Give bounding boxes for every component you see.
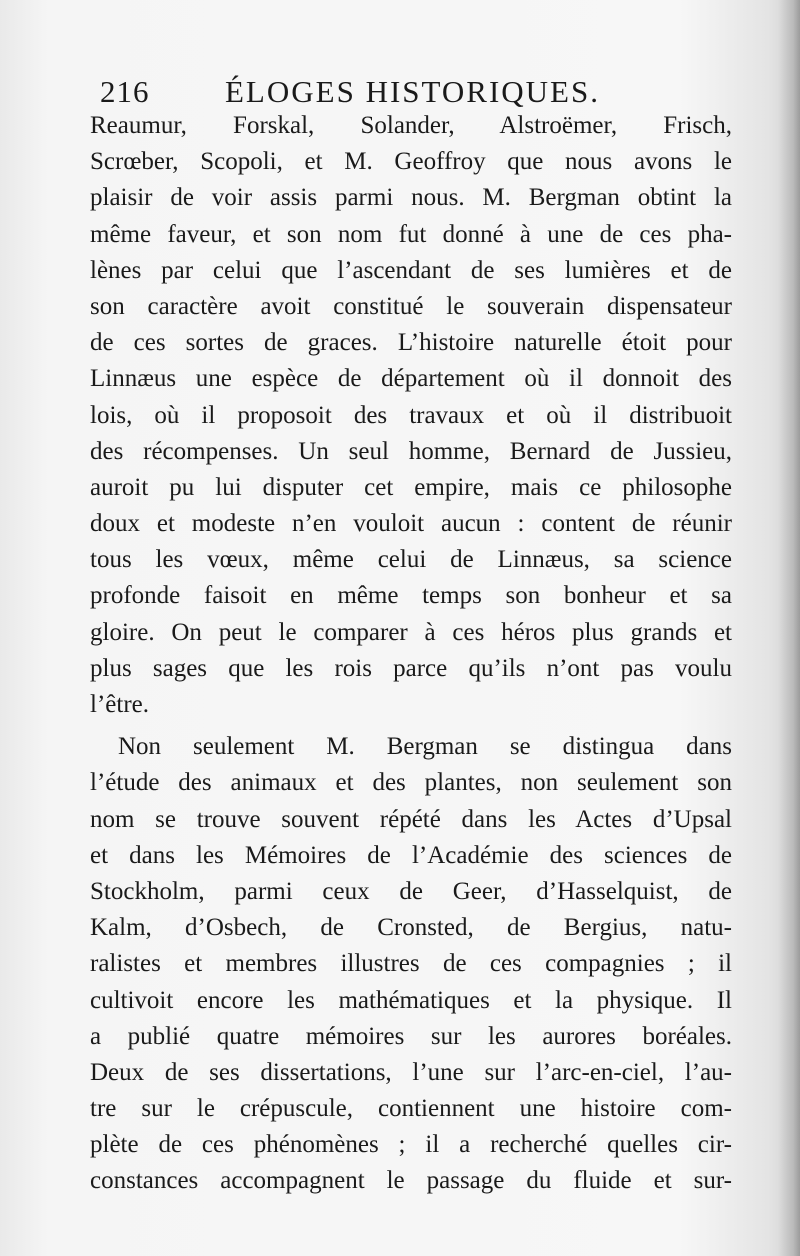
text-line: doux et modeste n’en vouloit aucun : content de réunir (90, 510, 732, 538)
text-line: lènes par celui que l’ascendant de ses lumières et de (90, 256, 732, 284)
text-line: Stockholm, parmi ceux de Geer, d’Hasselquist, de (90, 877, 732, 905)
text-line: constances accompagnent le passage du fluide et sur- (90, 1167, 732, 1195)
text-line: Reaumur, Forskal, Solander, Alstroëmer, Frisch, (90, 112, 732, 139)
text-line: cultivoit encore les mathématiques et la physique. Il (90, 986, 732, 1014)
text-line: et dans les Mémoires de l’Académie des sciences de (90, 841, 732, 869)
text-line: gloire. On peut le comparer à ces héros plus grands et (90, 618, 732, 646)
text-line: nom se trouve souvent répété dans les Actes d’Upsal (90, 805, 732, 833)
page-header (100, 70, 620, 110)
text-line: Linnæus une espèce de département où il donnoit des (90, 365, 732, 393)
paragraph-2 (90, 729, 732, 1199)
text-line: des récompenses. Un seul homme, Bernard de Jussieu, (90, 437, 732, 465)
text-line: Deux de ses dissertations, l’une sur l’arc-en-ciel, l’au- (90, 1058, 732, 1086)
text-line: auroit pu lui disputer cet empire, mais ce philosophe (90, 473, 732, 501)
text-line: Non seulement M. Bergman se distingua dans (118, 733, 732, 761)
text-line: l’étude des animaux et des plantes, non seulement son (90, 769, 732, 797)
text-line: plus sages que les rois parce qu’ils n’ont pas voulu (90, 654, 732, 682)
text-line: ralistes et membres illustres de ces compagnies ; il (90, 950, 732, 978)
paragraph-1 (90, 108, 732, 723)
text-line: tre sur le crépuscule, contiennent une histoire com- (90, 1095, 732, 1123)
page-edge-shadow (778, 0, 800, 1256)
body-text (90, 108, 732, 1200)
text-line: de ces sortes de graces. L’histoire naturelle étoit pour (90, 329, 732, 357)
running-title: ÉLOGES HISTORIQUES. (225, 74, 600, 109)
text-line: tous les vœux, même celui de Linnæus, sa science (90, 546, 732, 574)
text-line: son caractère avoit constitué le souverain dispensateur (90, 292, 732, 320)
text-line: Scrœber, Scopoli, et M. Geoffroy que nous avons le (90, 148, 732, 176)
text-line: profonde faisoit en même temps son bonheur et sa (90, 582, 732, 610)
text-line: même faveur, et son nom fut donné à une de ces pha- (90, 220, 732, 248)
text-line: lois, où il proposoit des travaux et où il distribuoit (90, 401, 732, 429)
text-line: plète de ces phénomènes ; il a recherché quelles cir- (90, 1131, 732, 1159)
page-number: 216 (100, 74, 150, 109)
text-line: Kalm, d’Osbech, de Cronsted, de Bergius, natu- (90, 914, 732, 942)
text-line: l’être. (90, 691, 149, 718)
text-line: a publié quatre mémoires sur les aurores boréales. (90, 1022, 732, 1050)
text-line: plaisir de voir assis parmi nous. M. Bergman obtint la (90, 184, 732, 212)
